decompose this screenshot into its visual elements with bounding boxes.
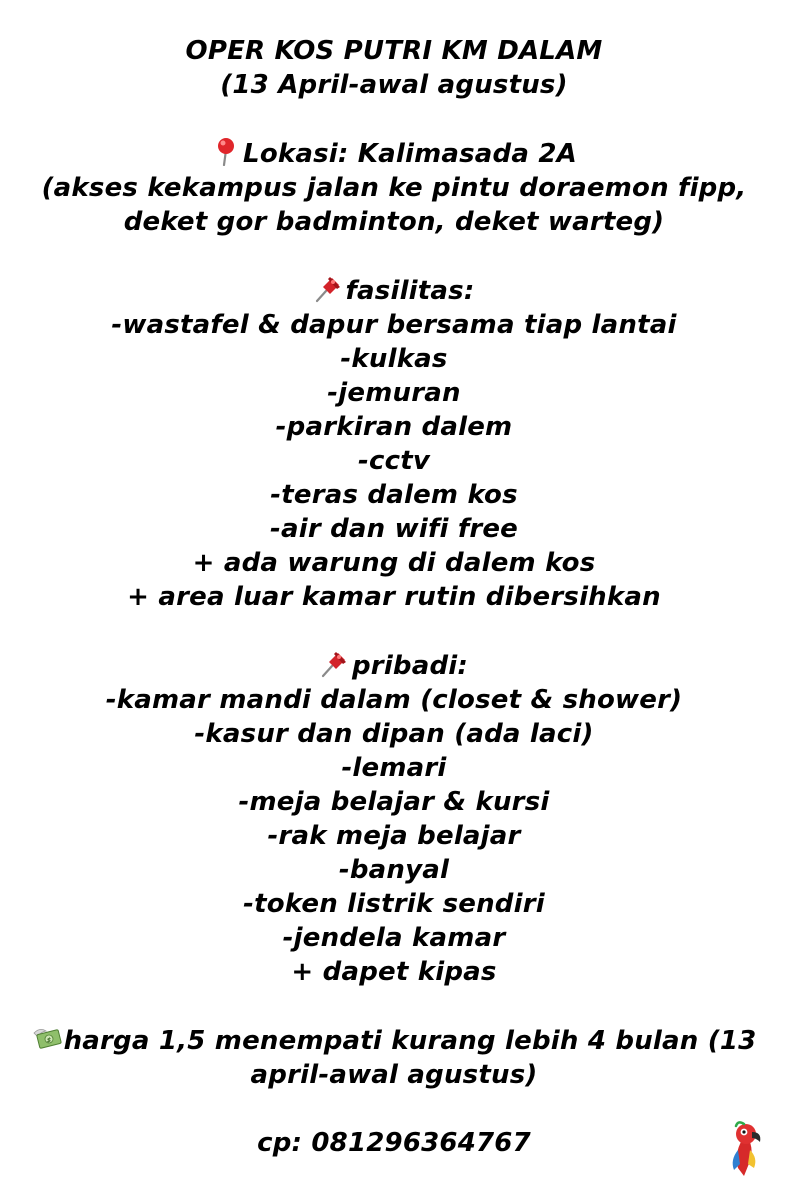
list-item: + dapet kipas [291, 957, 497, 987]
round-pushpin-icon [211, 136, 241, 166]
location-note-2: deket gor badminton, deket warteg) [123, 207, 665, 237]
list-item: -parkiran dalem [275, 412, 513, 442]
list-item: -wastafel & dapur bersama tiap lantai [111, 310, 677, 340]
list-item: -kasur dan dipan (ada laci) [194, 719, 594, 749]
parrot-icon [724, 1120, 770, 1178]
list-item: -kulkas [340, 344, 448, 374]
location-label: Lokasi: Kalimasada 2A [243, 139, 577, 169]
list-item: + area luar kamar rutin dibersihkan [127, 582, 661, 612]
pribadi-heading-line [0, 648, 788, 683]
spacer [0, 239, 788, 273]
list-item: -kamar mandi dalam (closet & shower) [105, 685, 683, 715]
list-item: -cctv [358, 446, 430, 476]
list-item: -teras dalem kos [270, 480, 518, 510]
svg-text:$: $ [46, 1037, 51, 1044]
pribadi-heading: pribadi: [351, 651, 469, 681]
period-subtitle: (13 April-awal agustus) [220, 70, 568, 100]
page-title: OPER KOS PUTRI KM DALAM [185, 36, 603, 66]
list-item: -lemari [341, 753, 447, 783]
fasilitas-heading-line [0, 273, 788, 308]
pushpin-icon [314, 273, 344, 303]
price-text: harga 1,5 menempati kurang lebih 4 bulan (13 [63, 1026, 757, 1056]
spacer [0, 614, 788, 648]
list-item: -jemuran [327, 378, 461, 408]
price-line-2: april-awal agustus) [250, 1060, 538, 1090]
spacer [0, 102, 788, 136]
list-item: -banyal [338, 855, 450, 885]
price-line-1 [0, 1023, 788, 1058]
location-note-1: (akses kekampus jalan ke pintu doraemon fipp, [41, 173, 747, 203]
location-line [0, 136, 788, 171]
spacer [0, 989, 788, 1023]
money-with-wings-icon [32, 1023, 62, 1053]
list-item: -meja belajar & kursi [238, 787, 550, 817]
pushpin-icon [320, 648, 350, 678]
contact-phone: cp: 081296364767 [257, 1128, 531, 1158]
document-body [0, 34, 788, 1160]
list-item: -token listrik sendiri [243, 889, 545, 919]
list-item: -rak meja belajar [267, 821, 521, 851]
list-item: -air dan wifi free [269, 514, 519, 544]
list-item: + ada warung di dalem kos [192, 548, 596, 578]
spacer [0, 1092, 788, 1126]
list-item: -jendela kamar [282, 923, 506, 953]
fasilitas-heading: fasilitas: [345, 276, 475, 306]
